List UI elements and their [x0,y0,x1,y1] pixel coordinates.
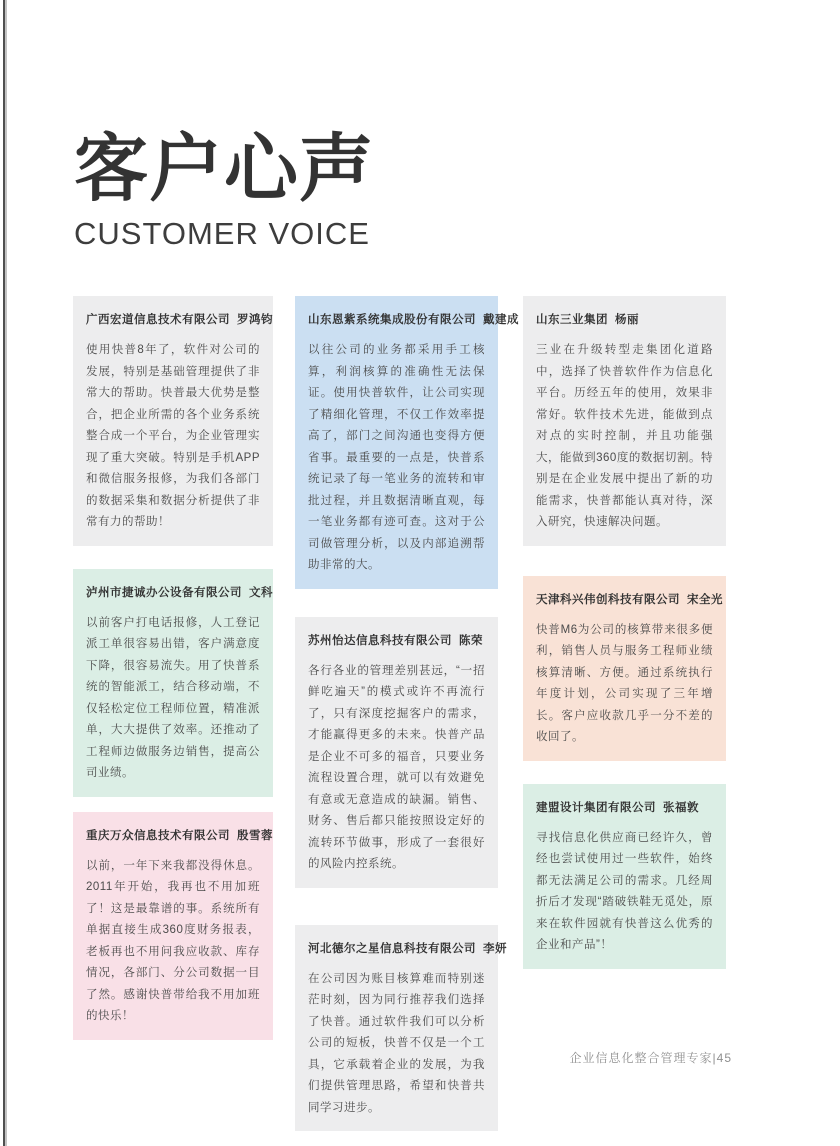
company-name: 泸州市捷诚办公设备有限公司 [86,586,242,599]
testimonial-text: 在公司因为账目核算难而特别迷茫时刻，因为同行推荐我们选择了快普。通过软件我们可以分析公司的短板，快普不仅是一个工具，它承载着企业的发展，为我们提供管理思路，希望和快普共同学习进步。 [308,972,485,1114]
company-name: 建盟设计集团有限公司 [536,801,656,814]
person-name: 戴建成 [483,314,519,326]
testimonial-column-3 [523,296,726,969]
card-header [308,632,485,648]
testimonial-text: 快普M6为公司的核算带来很多便利，销售人员与服务工程师业绩核算清晰、方便。通过系统执行年度计划，公司实现了三年增长。客户应收款几乎一分不差的收回了。 [536,623,713,743]
testimonial-card [523,784,726,969]
company-name: 广西宏道信息技术有限公司 [86,314,230,326]
testimonial-card [295,617,498,888]
testimonial-column-2 [295,296,519,1131]
testimonial-text: 以往公司的业务都采用手工核算，利润核算的准确性无法保证。使用快普软件，让公司实现了精细化管理，不仅工作效率提高了，部门之间沟通也变得方便省事。最重要的一点是，快普系统记录了每一笔业务的流转和审批过程，并且数据清晰直观，每一笔业务都有迹可查。这对于公司做管理分析，以及内部追溯帮助非常的大。 [308,344,485,571]
testimonial-card [295,296,519,589]
company-name: 山东三业集团 [536,314,608,326]
card-header [86,827,273,843]
page-title-block [74,126,374,252]
company-name: 苏州怡达信息科技有限公司 [308,634,452,647]
company-name: 重庆万众信息技术有限公司 [86,829,230,842]
person-name: 文科 [249,586,273,599]
testimonial-card [73,569,273,797]
testimonial-text: 以前客户打电话报修，人工登记派工单很容易出错，客户满意度下降，很容易流失。用了快普系统的智能派工，结合移动端，不仅轻松定位工程师位置，精准派单，大大提供了效率。还推动了工程师边做服务边销售，提高公司业绩。 [86,616,260,779]
card-header [536,799,713,815]
testimonial-column-1 [73,296,273,1040]
testimonial-text: 三业在升级转型走集团化道路中，选择了快普软件作为信息化平台。历经五年的使用，效果非常好。软件技术先进，能做到点对点的实时控制，并且功能强大，能做到360度的数据切割。特别是在企业发展中提出了新的功能需求，快普都能认真对待，深入研究，快速解决问题。 [536,344,713,528]
testimonial-card [295,925,507,1132]
person-name: 宋全光 [687,593,723,606]
testimonial-text: 以前，一年下来我都没得休息。2011年开始，我再也不用加班了！这是最靠谱的事。系统所有单据直接生成360度财务报表，老板再也不用问我应收款、库存情况，各部门、分公司数据一目了然。感谢快普带给我不用加班的快乐！ [86,859,260,1022]
person-name: 张福敦 [663,801,699,814]
person-name: 杨丽 [615,314,639,326]
testimonial-text: 使用快普8年了，软件对公司的发展，特别是基础管理提供了非常大的帮助。快普最大优势是整合，把企业所需的各个业务系统整合成一个平台，为企业管理实现了重大突破。特别是手机APP和微信服务报修，为我们各部门的数据采集和数据分析提供了非常有力的帮助！ [86,344,260,528]
testimonial-text: 寻找信息化供应商已经许久，曾经也尝试使用过一些软件，始终都无法满足公司的需求。几经周折后才发现“踏破铁鞋无觅处，原来在软件园就有快普这么优秀的企业和产品”！ [536,831,713,951]
company-name: 河北德尔之星信息科技有限公司 [308,942,476,955]
card-header [86,311,273,327]
testimonial-card [523,296,726,546]
person-name: 殷雪蓉 [237,829,273,842]
page-title: 客户心声 [74,127,374,210]
card-header [536,311,713,327]
card-header [536,591,723,607]
testimonial-card [523,576,726,761]
person-name: 陈荣 [459,634,483,647]
page-spine-line-light [5,0,7,1146]
card-header [308,940,507,956]
page-footer: 企业信息化整合管理专家|45 [569,1051,732,1065]
testimonial-text: 各行各业的管理差别甚远，“一招鲜吃遍天”的模式或许不再流行了，只有深度挖掘客户的需求，才能赢得更多的未来。快普产品是企业不可多的福音，只要业务流程设置合理，就可以有效避免有意或无意造成的缺漏。销售、财务、售后都只能按照设定好的流转环节做事，形成了一套很好的风险内控系统。 [308,664,485,870]
page-subtitle: CUSTOMER VOICE [74,216,370,251]
card-header [86,584,273,600]
person-name: 罗鸿钧 [237,314,273,326]
person-name: 李妍 [483,942,507,955]
card-header [308,311,519,327]
company-name: 山东恩紫系统集成股份有限公司 [308,314,476,326]
testimonial-card [73,812,273,1040]
testimonial-card [73,296,273,546]
company-name: 天津科兴伟创科技有限公司 [536,593,680,606]
